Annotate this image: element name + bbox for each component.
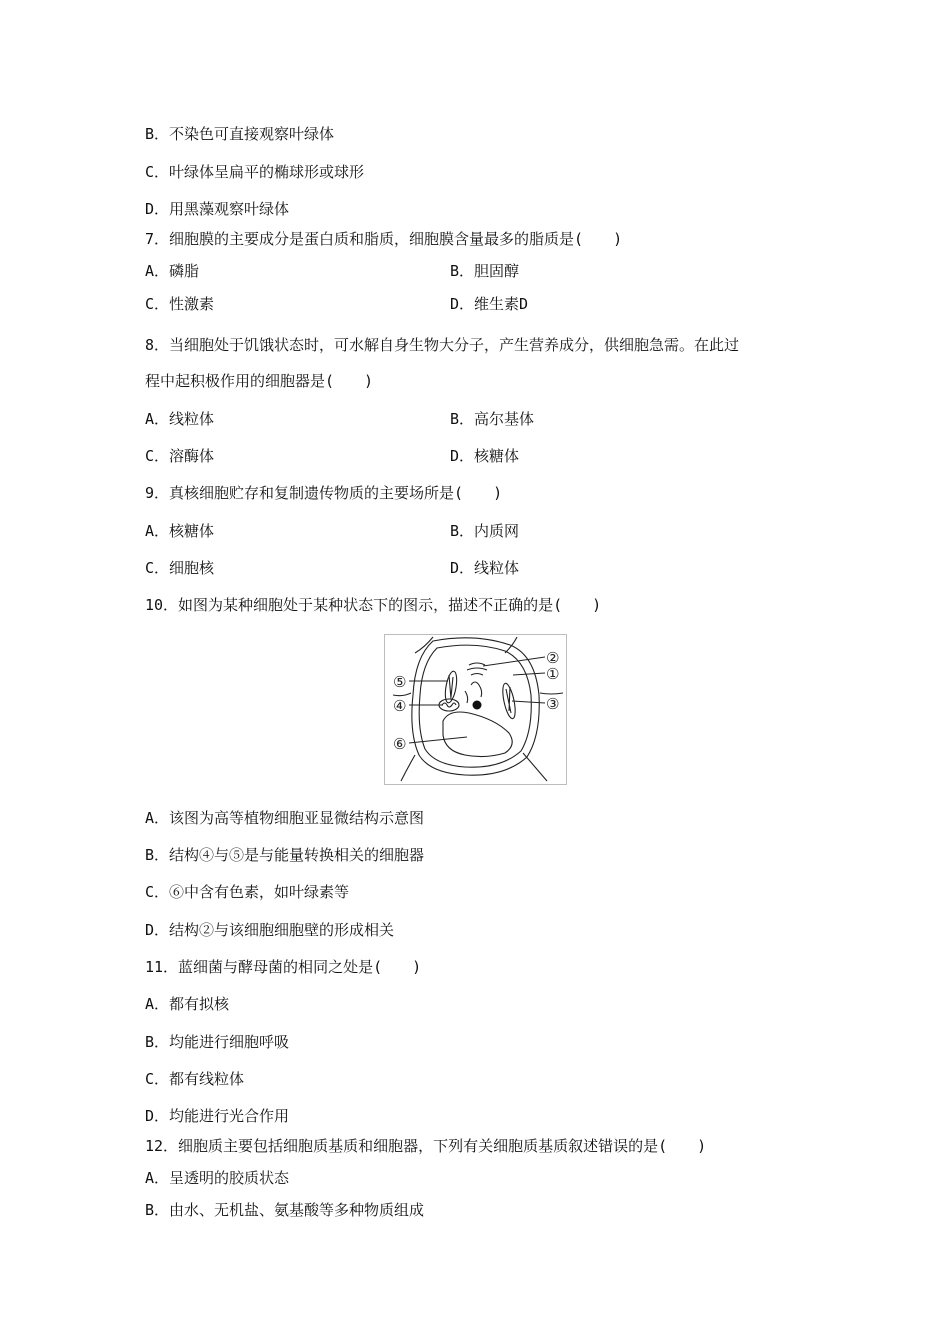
q9-option-c: C．细胞核	[145, 559, 215, 577]
question-11: 11．蓝细菌与酵母菌的相同之处是( )	[145, 958, 422, 976]
question-8-line1: 8．当细胞处于饥饿状态时，可水解自身生物大分子，产生营养成分，供细胞急需。在此过	[145, 336, 740, 354]
question-7: 7．细胞膜的主要成分是蛋白质和脂质，细胞膜含量最多的脂质是( )	[145, 230, 623, 248]
question-10: 10．如图为某种细胞处于某种状态下的图示，描述不正确的是( )	[145, 596, 602, 614]
q8-option-d: D．核糖体	[450, 447, 520, 465]
q11-option-d: D．均能进行光合作用	[145, 1107, 290, 1125]
label-4: ④	[393, 697, 407, 715]
question-9: 9．真核细胞贮存和复制遗传物质的主要场所是( )	[145, 484, 503, 502]
label-2: ②	[546, 649, 560, 667]
q8-option-c: C．溶酶体	[145, 447, 215, 465]
q9-option-a: A．核糖体	[145, 522, 215, 540]
nucleus-dot	[473, 701, 482, 710]
q7-option-c: C．性激素	[145, 295, 215, 313]
q8-option-b: B．高尔基体	[450, 410, 535, 428]
q11-option-a: A．都有拟核	[145, 995, 230, 1013]
q9-option-b: B．内质网	[450, 522, 520, 540]
q6-option-c: C．叶绿体呈扁平的椭球形或球形	[145, 163, 365, 181]
q7-option-b: B．胆固醇	[450, 262, 520, 280]
label-5: ⑤	[393, 673, 407, 691]
plant-cell-diagram	[385, 635, 566, 784]
q11-option-b: B．均能进行细胞呼吸	[145, 1033, 290, 1051]
q10-option-d: D．结构②与该细胞细胞壁的形成相关	[145, 921, 395, 939]
q7-option-a: A．磷脂	[145, 262, 200, 280]
q11-option-c: C．都有线粒体	[145, 1070, 245, 1088]
label-1: ①	[546, 665, 560, 683]
q9-option-d: D．线粒体	[450, 559, 520, 577]
q6-option-d: D．用黑藻观察叶绿体	[145, 200, 290, 218]
q10-option-b: B．结构④与⑤是与能量转换相关的细胞器	[145, 846, 425, 864]
q12-option-b: B．由水、无机盐、氨基酸等多种物质组成	[145, 1201, 425, 1219]
q6-option-b: B．不染色可直接观察叶绿体	[145, 125, 335, 143]
q10-option-a: A．该图为高等植物细胞亚显微结构示意图	[145, 809, 425, 827]
q7-option-d: D．维生素D	[450, 295, 529, 313]
label-6: ⑥	[393, 735, 407, 753]
plant-cell-figure	[384, 634, 567, 785]
question-8-line2: 程中起积极作用的细胞器是( )	[145, 372, 374, 390]
q10-option-c: C．⑥中含有色素，如叶绿素等	[145, 883, 350, 901]
q8-option-a: A．线粒体	[145, 410, 215, 428]
q12-option-a: A．呈透明的胶质状态	[145, 1169, 290, 1187]
question-12: 12．细胞质主要包括细胞质基质和细胞器，下列有关细胞质基质叙述错误的是( )	[145, 1137, 707, 1155]
label-3: ③	[546, 695, 560, 713]
